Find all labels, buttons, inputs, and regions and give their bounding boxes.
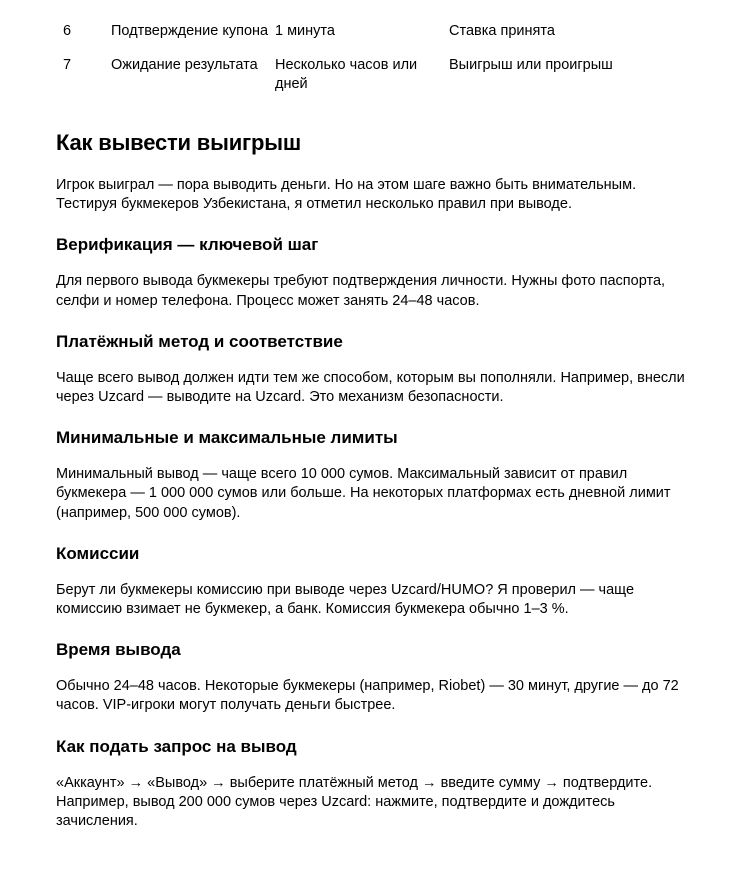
subsection-text: Минимальный вывод — чаще всего 10 000 сумов. Максимальный зависит от правил букмекера — 1 000 000 сумов или больше. На некоторых платформах есть дневной лимит (например, 500 000 сумов). [56,466,671,521]
table-row [56,56,686,94]
subsection-text: «Аккаунт» → «Вывод» → выберите платёжный метод → введите сумму → подтвердите. Например, вывод 200 000 сумов через Uzcard: нажмите, подтвердите и дождитесь зачисления. [56,774,653,830]
section-withdrawal-request [56,736,686,832]
subsection-title: Верификация — ключевой шаг [56,235,319,255]
section-limits [56,427,686,523]
section-heading: Как вывести выигрыш [56,130,301,155]
step-number: 7 [63,57,72,73]
subsection-title: Комиссии [56,543,140,563]
step-time: Несколько часов или дней [275,57,418,92]
intro-paragraph: Игрок выиграл — пора выводить деньги. Но на этом шаге важно быть внимательным. Тестируя букмекеров Узбекистана, я отметил несколько правил при выводе. [56,177,637,213]
subsection-text: Обычно 24–48 часов. Некоторые букмекеры (например, Riobet) — 30 минут, другие — до 72 часов. VIP-игроки могут получать деньги быстрее. [56,678,679,714]
betting-steps-table [56,0,686,94]
step-result: Ставка принята [449,23,555,39]
section-fees [56,543,686,619]
subsection-text: Для первого вывода букмекеры требуют подтверждения личности. Нужны фото паспорта, селфи и номер телефона. Процесс может занять 24–48 часов. [56,273,666,309]
subsection-text: Чаще всего вывод должен идти тем же способом, которым вы пополняли. Например, внесли через Uzcard — выводите на Uzcard. Это механизм безопасности. [56,369,685,406]
subsection-title: Платёжный метод и соответствие [56,331,343,351]
step-time: 1 минута [275,23,335,39]
subsection-title: Минимальные и максимальные лимиты [56,428,398,448]
subsection-title: Время вывода [56,640,181,660]
step-name: Подтверждение купона [111,23,269,39]
step-number: 6 [63,23,72,39]
article [56,0,686,831]
section-verification [56,234,686,310]
table-row [56,0,686,56]
subsection-title: Как подать запрос на вывод [56,736,297,756]
subsection-text: Берут ли букмекеры комиссию при выводе через Uzcard/HUMO? Я проверил — чаще комиссию взимает не букмекер, а банк. Комиссия букмекера обычно 1–3 %. [56,581,635,618]
section-withdrawal-time [56,639,686,715]
step-name: Ожидание результата [111,57,258,73]
section-payment-method [56,331,686,407]
step-result: Выигрыш или проигрыш [449,57,613,73]
